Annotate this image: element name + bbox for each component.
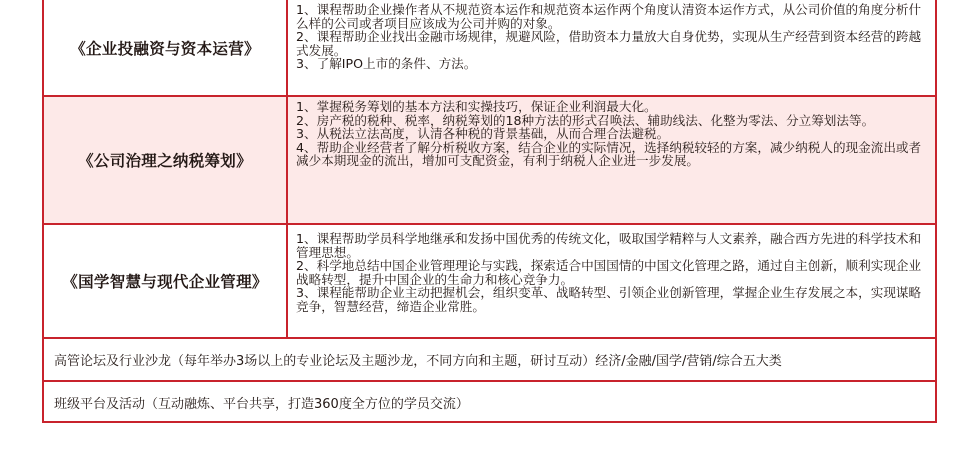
course-table — [42, 0, 937, 423]
forum-row: 高管论坛及行业沙龙（每年举办3场以上的专业论坛及主题沙龙，不同方向和主题，研讨互动）经济/金融/国学/营销/综合五大类 — [44, 339, 935, 382]
course-description — [288, 0, 935, 95]
course-description — [288, 97, 935, 223]
platform-row: 班级平台及活动（互动融炼、平台共享，打造360度全方位的学员交流） — [54, 397, 469, 412]
course-point: 2、房产税的税种、税率，纳税筹划的18种方法的形式召唤法、辅助线法、化整为零法、分立筹划法等。 — [296, 112, 875, 128]
course-description — [288, 225, 935, 337]
course-point: 1、课程帮助学员科学地继承和发扬中国优秀的传统文化，吸取国学精粹与人文素养，融合西方先进的科学技术和管理思想。 — [296, 231, 922, 260]
course-row-investment — [44, 0, 935, 97]
course-title: 《国学智慧与现代企业管理》 — [44, 225, 288, 337]
course-point: 2、科学地总结中国企业管理理论与实践，探索适合中国国情的中国文化管理之路，通过自主创新，顺利实现企业战略转型，提升中国企业的生命力和核心竞争力。 — [296, 258, 922, 287]
course-point: 2、课程帮助企业找出金融市场规律，规避风险，借助资本力量放大自身优势，实现从生产经营到资本经营的跨越式发展。 — [296, 29, 922, 58]
course-point: 3、了解IPO上市的条件、方法。 — [296, 56, 477, 72]
course-point: 1、课程帮助企业操作者从不规范资本运作和规范资本运作两个角度认清资本运作方式，从公司价值的角度分析什么样的公司或者项目应该成为公司并购的对象。 — [296, 2, 922, 31]
course-row-guoxue — [44, 225, 935, 339]
course-point: 4、帮助企业经营者了解分析税收方案，结合企业的实际情况，选择纳税较轻的方案，减少纳税人的现金流出或者减少本期现金的流出，增加可支配资金，有利于纳税人企业进一步发展。 — [296, 139, 922, 169]
course-point: 1、掌握税务筹划的基本方法和实操技巧，保证企业利润最大化。 — [296, 99, 657, 114]
course-point: 3、从税法立法高度，认清各种税的背景基础，从而合理合法避税。 — [296, 126, 670, 142]
course-title: 《企业投融资与资本运营》 — [44, 0, 288, 95]
course-point: 3、课程能帮助企业主动把握机会，组织变革、战略转型、引领企业创新管理，掌握企业生存发展之本，实现谋略竞争，智慧经营，缔造企业常胜。 — [296, 285, 922, 314]
course-title: 《公司治理之纳税筹划》 — [44, 97, 288, 223]
course-row-tax — [44, 97, 935, 225]
